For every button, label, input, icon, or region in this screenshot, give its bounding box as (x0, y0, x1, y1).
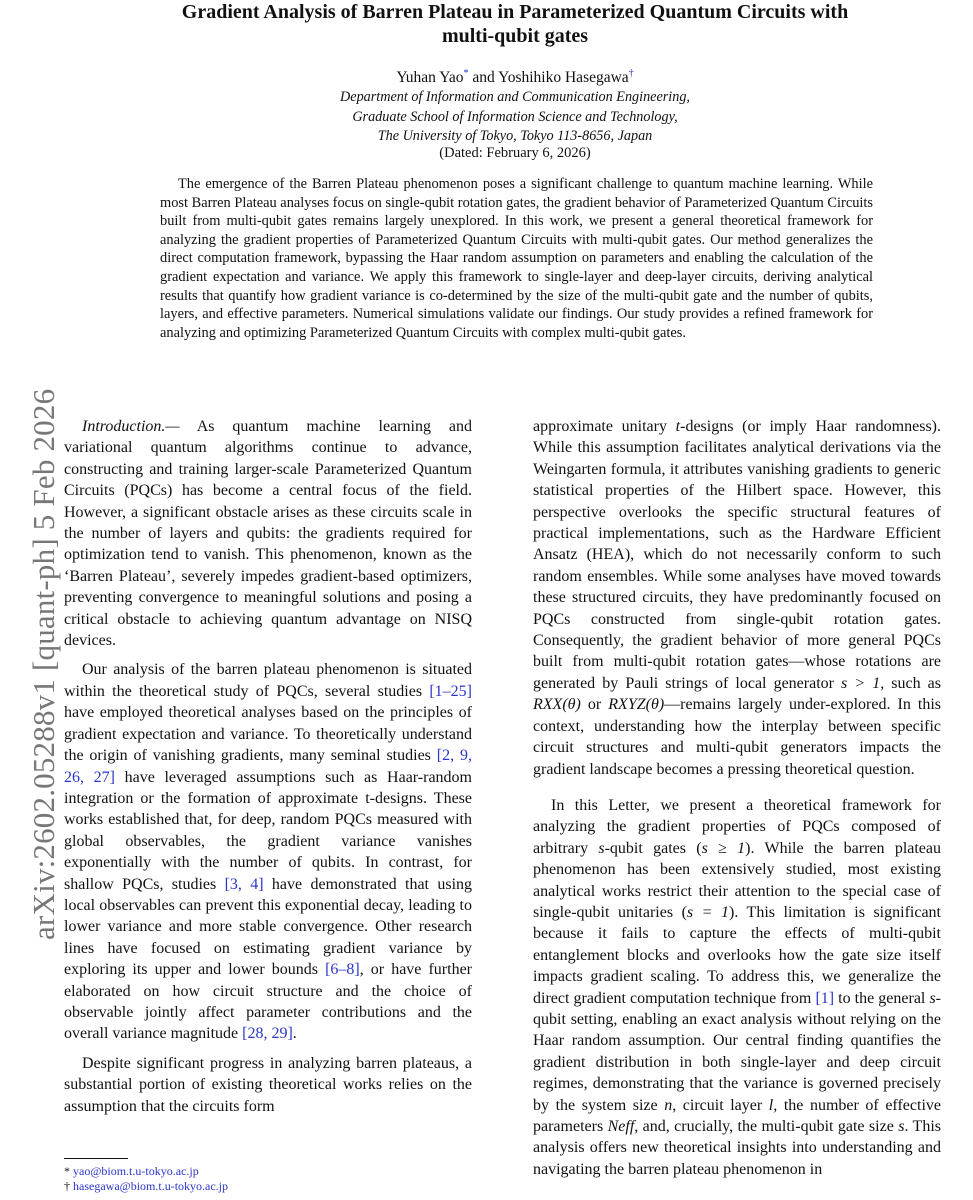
author-hasegawa-footnote-mark[interactable]: † (628, 68, 634, 79)
math-n: n (664, 1096, 673, 1114)
footnote-1 (64, 1164, 199, 1179)
math-l: l (768, 1096, 774, 1114)
math-s-eq-1: s = 1 (686, 903, 729, 921)
intro-text: As quantum machine learning and variational quantum algorithms continue to advance, constructing and training larger-scale Parameterized Quantum Circuits (PQCs) has become a central focus of the field. However, a significant obstacle arises as these circuits scale in the number of layers and qubits: the gradients required for optimization tend to vanish. This phenomenon, known as the ‘Barren Plateau’, severely impedes gradient-based optimizers, preventing convergence to meaningful solutions and posing a critical obstacle to achieving quantum advantage on NISQ devices. (64, 418, 472, 650)
math-s: s (929, 989, 936, 1007)
text-run: —remains largely under-explored. In this context, understanding how the interplay between specific circuit structures and multi-qubit generators impacts the gradient landscape becomes a pressing theoretical question. (533, 696, 941, 778)
text-run: have demonstrated that using local observables can prevent this exponential decay, leading to lower variance and more stable convergence. Other research lines have focused on estimating gradient variance by exploring its upper and lower bounds (64, 875, 473, 979)
citation-link[interactable]: [6–8] (325, 961, 360, 979)
right-column (533, 416, 941, 1180)
math-s-geq-1: s ≥ 1 (701, 839, 746, 857)
math-t: t (675, 418, 681, 435)
footnote-2 (64, 1179, 228, 1194)
title-line-2: multi-qubit gates (441, 25, 589, 47)
limitations-paragraph: Despite significant progress in analyzing barren plateaus, a substantial portion of existing theoretical works relies on the assumption that the circuits form (64, 1054, 472, 1115)
affiliation-line-3: The University of Tokyo, Tokyo 113-8656, Japan (377, 128, 653, 144)
intro-heading: Introduction.— (82, 418, 180, 435)
author-yao-footnote-mark[interactable]: * (463, 68, 469, 79)
math-s: s (598, 839, 605, 857)
text-run: In this Letter, we present a theoretical framework for analyzing the gradient properties of PQCs composed of arbitrary (533, 796, 941, 857)
text-run: -qubit setting, enabling an exact analysis without relying on the Haar random assumption. Our central finding quantifies the gradient distribution in both single-layer and deep circuit regimes, demonstrating that the variance is governed precisely by the system size (533, 989, 941, 1114)
math-rxyz: RXYZ(θ) (608, 696, 665, 714)
text-run: Our analysis of the barren plateau phenomenon is situated within the theoretical study of PQCs, several studies (64, 661, 472, 700)
text-run: , circuit layer (672, 1096, 769, 1114)
author-conjunction: and (472, 69, 495, 87)
text-run: , or have further elaborated on how circuit structure and the choice of observable jointly affect parameter contributions and the overall variance magnitude (64, 961, 473, 1043)
affiliation-line-2: Graduate School of Information Science and Technology, (352, 108, 678, 125)
abstract: The emergence of the Barren Plateau phenomenon poses a significant challenge to quantum machine learning. While most Barren Plateau analyses focus on single-qubit rotation gates, the gradient behavior of Parameterized Quantum Circuits built from multi-qubit gates remains largely unexplored. In this work, we present a general theoretical framework for analyzing the gradient properties of Parameterized Quantum Circuits with multi-qubit gates. Our method generalizes the direct computation framework, bypassing the Haar random assumption on parameters and enabling the calculation of the gradient expectation and variance. We apply this framework to single-layer and deep-layer circuits, deriving analytical results that quantify how gradient variance is co-determined by the size of the multi-qubit gate and the number of qubits, layers, and effective parameters. Numerical simulations validate our findings. Our study provides a refined framework for analyzing and optimizing Parameterized Quantum Circuits with complex multi-qubit gates. (160, 176, 873, 341)
affiliation (90, 88, 940, 147)
prior-work-paragraph (64, 659, 472, 1044)
author-yao: Yuhan Yao (396, 69, 464, 87)
text-run: or (580, 696, 609, 714)
math-s-gt-1: s > 1 (841, 674, 881, 692)
email-link-hasegawa[interactable]: hasegawa@biom.t.u-tokyo.ac.jp (73, 1179, 229, 1193)
text-run: , such as (880, 674, 942, 692)
footnote-1-mark: * (64, 1164, 70, 1178)
text-run: have leveraged assumptions such as Haar-random integration or the formation of approximate t-designs. These works established that, for deep, random PQCs measured with global observables, the gradient variance vanishes exponentially with the number of qubits. In contrast, for shallow PQCs, studies (64, 768, 473, 893)
text-run: , the number of effective parameters (533, 1096, 941, 1135)
math-rxx: RXX(θ) (533, 696, 581, 714)
text-run: . (292, 1025, 297, 1043)
text-run: to the general (834, 989, 930, 1007)
arxiv-sidebar (0, 0, 61, 1200)
math-s: s (898, 1118, 905, 1135)
citation-link[interactable]: [1–25] (429, 682, 472, 700)
arxiv-identifier: arXiv:2602.05288v1 [quant-ph] 5 Feb 2026 (26, 388, 61, 940)
author-list (90, 68, 940, 87)
text-run: -designs (or imply Haar randomness). While this assumption facilitates analytical derivations via the Weingarten formula, it attributes vanishing gradients to generic statistical properties of the Hilbert space. However, this perspective overlooks the specific structural features of practical implementations, such as the Hardware Efficient Ansatz (HEA), which do not necessarily conform to such random ensembles. While some analyses have moved towards these structured circuits, they have predominantly focused on PQCs constructed from single-qubit rotation gates. Consequently, the gradient behavior of more general PQCs built from multi-qubit rotation gates—whose rotations are generated by Pauli strings of local generator (533, 418, 941, 692)
continuation-paragraph (533, 416, 941, 780)
text-run: have employed theoretical analyses based on the principles of gradient expectation and variance. To theoretically understand the origin of vanishing gradients, many seminal studies (64, 704, 472, 765)
citation-link[interactable]: [2, 9, 26, 27] (64, 747, 473, 786)
text-run: -qubit gates ( (604, 839, 702, 857)
affiliation-line-1: Department of Information and Communication Engineering, (340, 89, 690, 105)
title-line-1: Gradient Analysis of Barren Plateau in Parameterized Quantum Circuits with (181, 1, 849, 23)
paper-title (90, 0, 940, 48)
footnote-divider (64, 1158, 128, 1159)
citation-link[interactable]: [1] (815, 989, 835, 1007)
text-run: . This analysis offers new theoretical insights into understanding and navigating the barren plateau phenomenon in (533, 1118, 941, 1178)
text-run: ). This limitation is significant because it fails to capture the effects of multi-qubit entanglement blocks and overlooks how the gate size itself impacts gradient scaling. To address this, we generalize the direct gradient computation technique from (533, 903, 941, 1007)
left-column (64, 416, 472, 1117)
author-hasegawa: Yoshihiko Hasegawa (498, 69, 629, 87)
letter-overview-paragraph (533, 795, 941, 1180)
email-link-yao[interactable]: yao@biom.t.u-tokyo.ac.jp (73, 1164, 199, 1178)
footnote-2-mark: † (64, 1179, 70, 1193)
math-neff: Neff (607, 1118, 635, 1135)
intro-paragraph (64, 416, 472, 651)
citation-link[interactable]: [3, 4] (224, 875, 264, 893)
text-run: ). While the barren plateau phenomenon has been extensively studied, most existing analytical works restrict their attention to the special case of single-qubit unitaries ( (533, 839, 942, 921)
dated-line: (Dated: February 6, 2026) (439, 145, 591, 161)
text-run: approximate unitary (533, 418, 676, 435)
citation-link[interactable]: [28, 29] (242, 1025, 293, 1043)
text-run: , and, crucially, the multi-qubit gate size (634, 1118, 899, 1135)
